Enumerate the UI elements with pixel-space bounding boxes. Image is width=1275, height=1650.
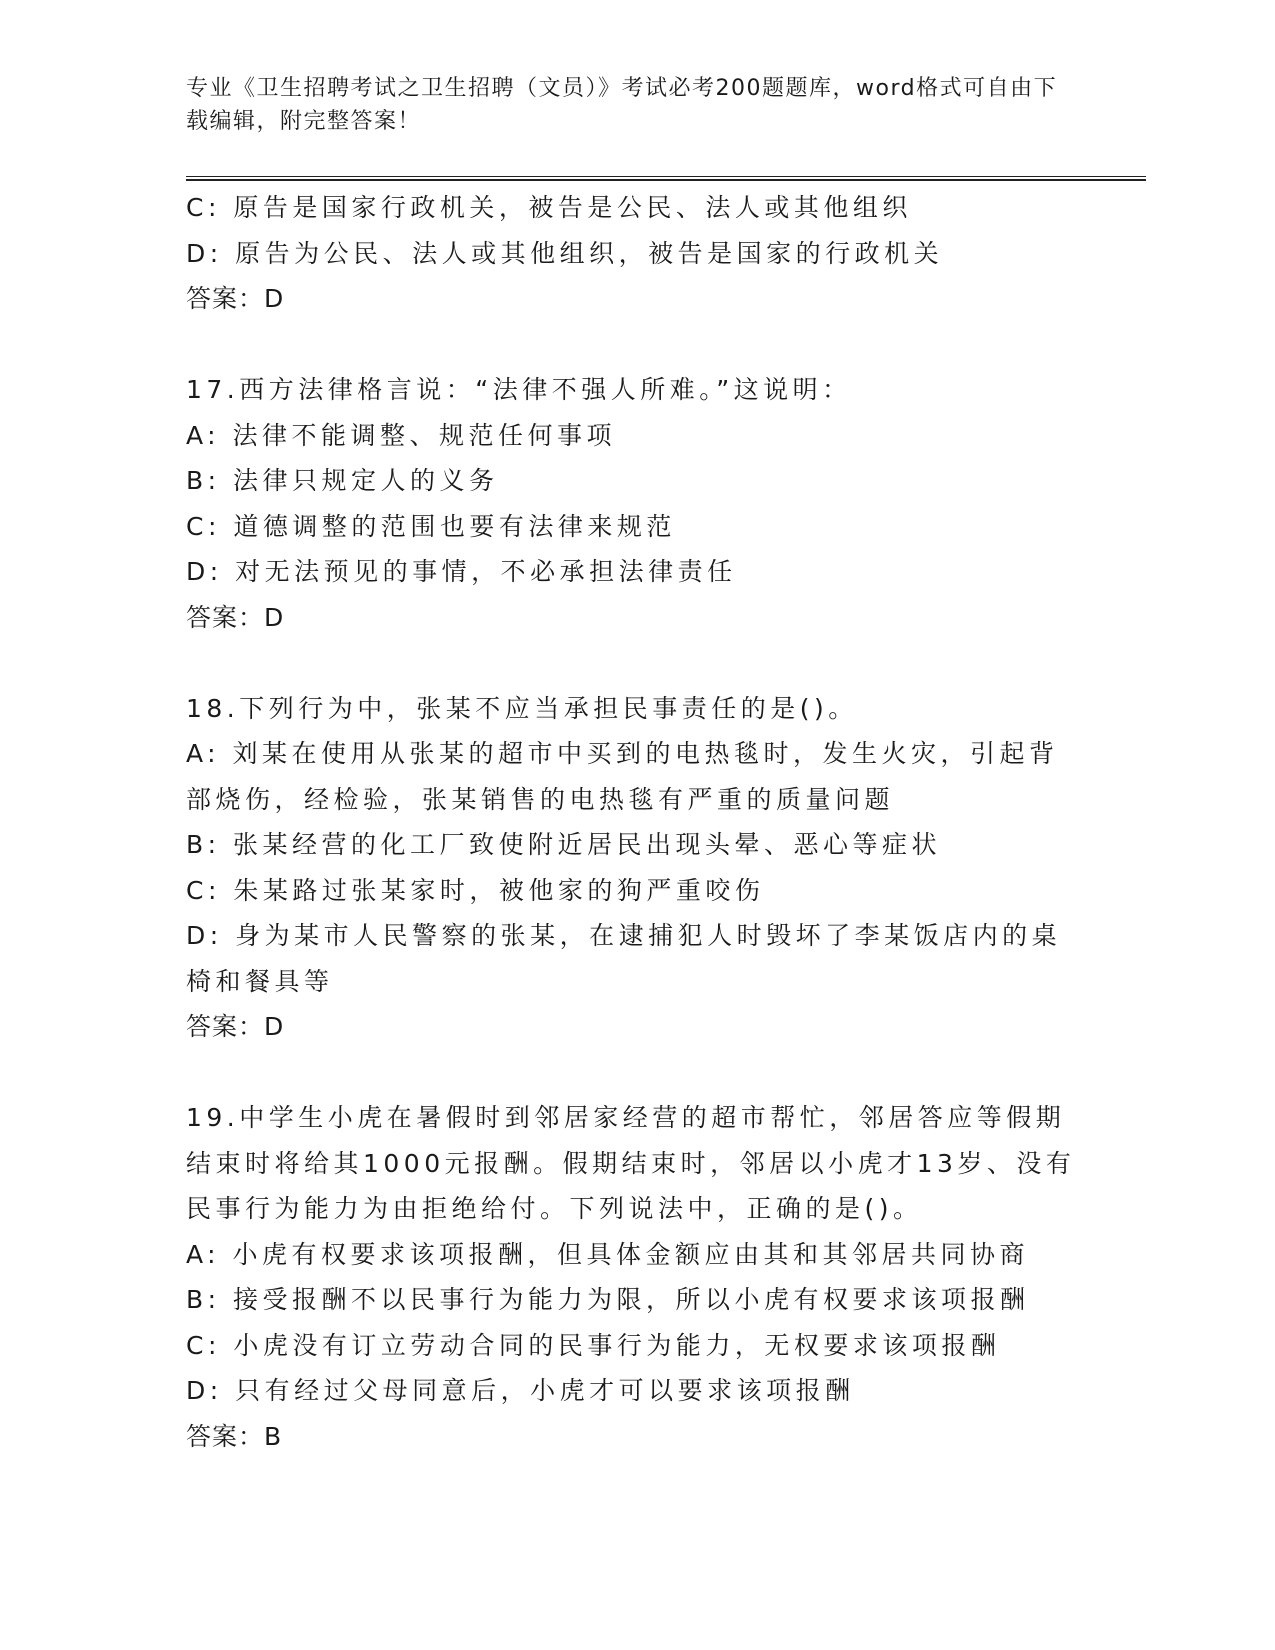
option-d: D: 对无法预见的事情，不必承担法律责任 bbox=[186, 557, 737, 586]
option-c: C: 朱某路过张某家时，被他家的狗严重咬伤 bbox=[186, 875, 765, 905]
answer-line: 答案：B bbox=[186, 1421, 283, 1451]
option-c: C: 原告是国家行政机关，被告是公民、法人或其他组织 bbox=[186, 193, 912, 222]
option-d: D: 身为某市人民警察的张某，在逮捕犯人时毁坏了李某饭店内的桌椅和餐具等 bbox=[186, 921, 1062, 996]
page-header-title: 专业《卫生招聘考试之卫生招聘（文员）》考试必考200题题库，word格式可自由下载编辑，附完整答案！ bbox=[186, 76, 1058, 134]
question-stem: 18.下列行为中，张某不应当承担民事责任的是()。 bbox=[186, 693, 858, 723]
question-body bbox=[186, 185, 1086, 1459]
spacer bbox=[186, 322, 1086, 368]
option-a: A: 法律不能调整、规范任何事项 bbox=[186, 420, 617, 450]
question-stem: 17.西方法律格言说：“法律不强人所难。”这说明： bbox=[186, 375, 852, 404]
answer-line: 答案：D bbox=[186, 284, 285, 313]
option-b: B: 法律只规定人的义务 bbox=[186, 466, 499, 495]
option-b: B: 接受报酬不以民事行为能力为限，所以小虎有权要求该项报酬 bbox=[186, 1285, 1030, 1314]
option-d: D: 只有经过父母同意后，小虎才可以要求该项报酬 bbox=[186, 1376, 855, 1405]
option-a: A: 刘某在使用从张某的超市中买到的电热毯时，发生火灾，引起背部烧伤，经检验，张某销售的电热毯有严重的质量问题 bbox=[186, 739, 1059, 814]
option-c: C: 道德调整的范围也要有法律来规范 bbox=[186, 511, 676, 541]
answer-line: 答案：D bbox=[186, 602, 285, 632]
answer-line: 答案：D bbox=[186, 1012, 285, 1041]
option-d: D: 原告为公民、法人或其他组织，被告是国家的行政机关 bbox=[186, 238, 944, 268]
header-double-rule bbox=[186, 176, 1146, 181]
option-a: A: 小虎有权要求该项报酬，但具体金额应由其和其邻居共同协商 bbox=[186, 1239, 1030, 1269]
option-c: C: 小虎没有订立劳动合同的民事行为能力，无权要求该项报酬 bbox=[186, 1330, 1001, 1360]
option-b: B: 张某经营的化工厂致使附近居民出现头晕、恶心等症状 bbox=[186, 830, 942, 859]
question-stem: 19.中学生小虎在暑假时到邻居家经营的超市帮忙，邻居答应等假期结束时将给其1000元报酬。假期结束时，邻居以小虎才13岁、没有民事行为能力为由拒绝给付。下列说法中，正确的是()。 bbox=[186, 1103, 1076, 1223]
spacer bbox=[186, 640, 1086, 686]
spacer bbox=[186, 1050, 1086, 1096]
